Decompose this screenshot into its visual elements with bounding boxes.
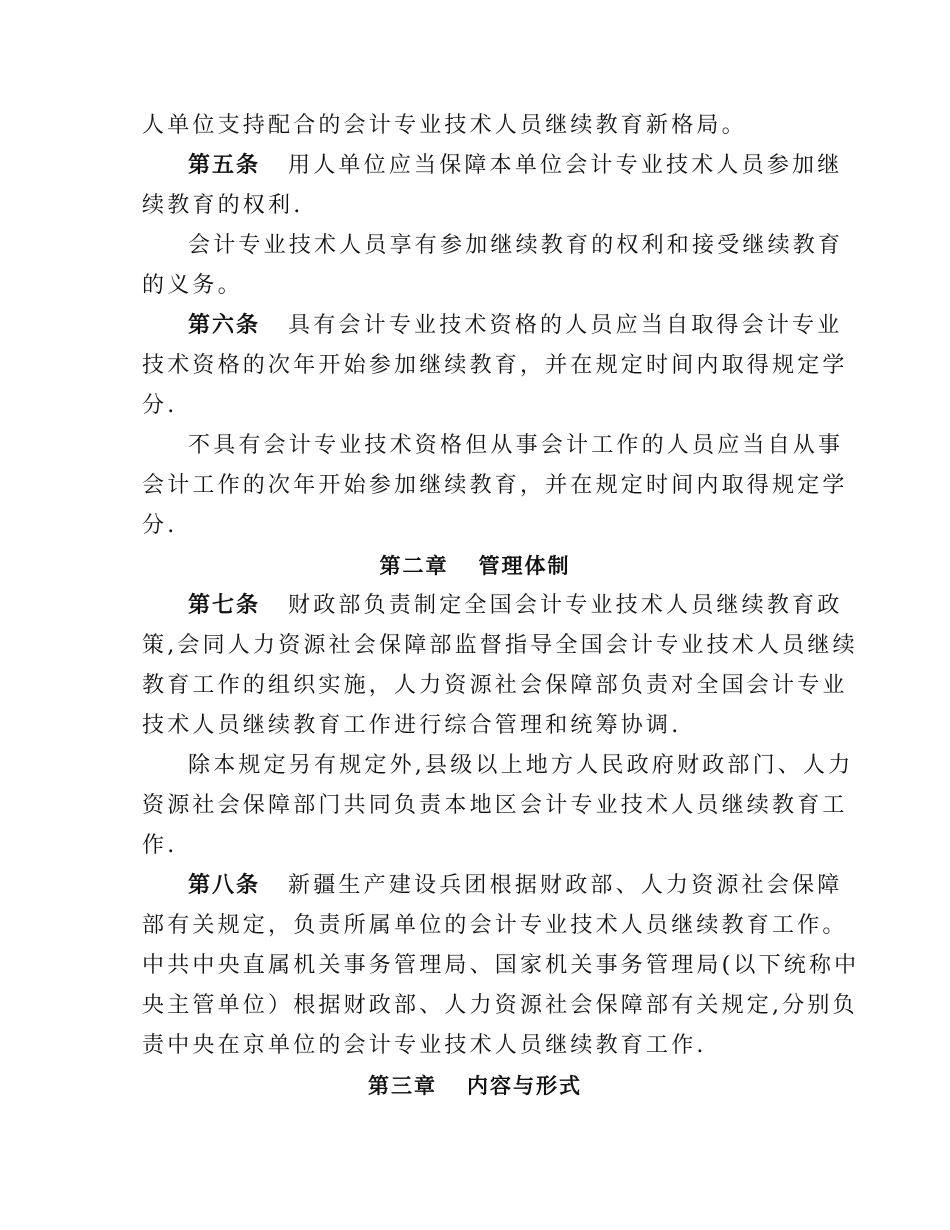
article-number: 第七条 bbox=[188, 593, 261, 618]
paragraph-line: 不具有会计专业技术资格但从事会计工作的人员应当自从事 bbox=[188, 433, 844, 458]
article-7-line: 第七条 财政部负责制定全国会计专业技术人员继续教育政 bbox=[188, 593, 843, 618]
paragraph-line: 策,会同人力资源社会保障部监督指导全国会计专业技术人员继续 bbox=[142, 633, 858, 658]
article-5-line: 第五条 用人单位应当保障本单位会计专业技术人员参加继 bbox=[188, 153, 843, 178]
paragraph-line: 部有关规定，负责所属单位的会计专业技术人员继续教育工作。 bbox=[142, 913, 848, 938]
chapter-title: 内容与形式 bbox=[467, 1074, 582, 1098]
paragraph-line: 教育工作的组织实施，人力资源社会保障部负责对全国会计专业 bbox=[142, 673, 848, 698]
chapter-number: 第二章 bbox=[379, 554, 449, 578]
paragraph-line: 人单位支持配合的会计专业技术人员继续教育新格局。 bbox=[142, 113, 747, 138]
paragraph-line: 除本规定另有规定外,县级以上地方人民政府财政部门、人力 bbox=[188, 753, 854, 778]
paragraph-line: 资源社会保障部门共同负责本地区会计专业技术人员继续教育工 bbox=[142, 793, 848, 818]
paragraph-line: 责中央在京单位的会计专业技术人员继续教育工作. bbox=[142, 1033, 707, 1058]
paragraph-line: 会计专业技术人员享有参加继续教育的权利和接受继续教育 bbox=[188, 233, 844, 258]
article-number: 第八条 bbox=[188, 873, 261, 898]
paragraph-line: 技术资格的次年开始参加继续教育，并在规定时间内取得规定学 bbox=[142, 353, 848, 378]
paragraph-line: 中共中央直属机关事务管理局、国家机关事务管理局(以下统称中 bbox=[142, 953, 860, 978]
paragraph-line: 技术人员继续教育工作进行综合管理和统筹协调. bbox=[142, 713, 682, 738]
chapter-heading bbox=[0, 1066, 950, 1106]
paragraph-line: 作. bbox=[142, 833, 178, 858]
article-number: 第六条 bbox=[188, 313, 261, 338]
chapter-title: 管理体制 bbox=[478, 554, 571, 578]
article-8-line: 第八条 新疆生产建设兵团根据财政部、人力资源社会保障 bbox=[188, 873, 843, 898]
chapter-heading bbox=[0, 546, 950, 586]
paragraph-line: 央主管单位）根据财政部、人力资源社会保障部有关规定,分别负 bbox=[142, 993, 858, 1018]
paragraph-line: 续教育的权利. bbox=[142, 193, 304, 218]
paragraph-line: 分. bbox=[142, 393, 178, 418]
paragraph-line: 分. bbox=[142, 513, 178, 538]
paragraph-line: 会计工作的次年开始参加继续教育，并在规定时间内取得规定学 bbox=[142, 473, 848, 498]
article-6-line: 第六条 具有会计专业技术资格的人员应当自取得会计专业 bbox=[188, 313, 843, 338]
chapter-number: 第三章 bbox=[368, 1074, 437, 1098]
paragraph-line: 的义务。 bbox=[142, 273, 243, 298]
article-number: 第五条 bbox=[188, 153, 261, 178]
